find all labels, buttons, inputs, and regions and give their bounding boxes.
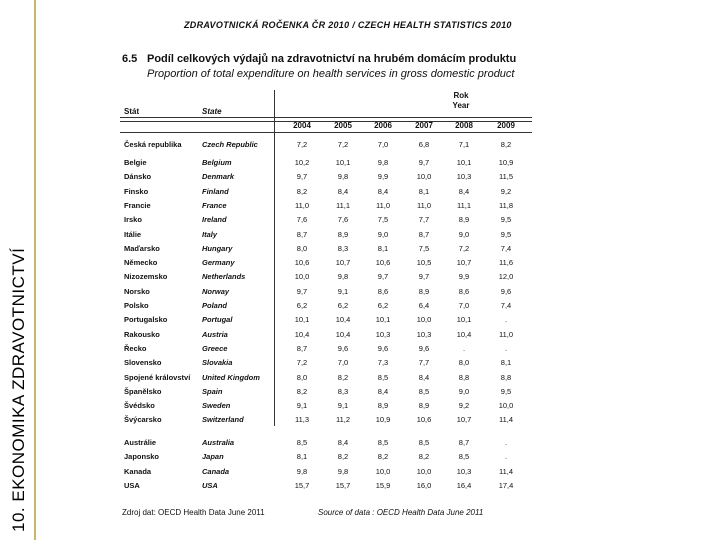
row-value-cell: 7,6	[296, 215, 308, 225]
year-column-header: 2004	[293, 121, 311, 130]
row-value-cell: 11,0	[375, 200, 391, 210]
row-state-en: Italy	[202, 229, 218, 239]
table-row	[120, 201, 532, 213]
row-value-cell: 6,4	[418, 301, 430, 310]
row-value-cell: 8,1	[500, 358, 512, 368]
row-value-cell: 8,9	[377, 401, 389, 411]
row-value-cell: 8,5	[418, 438, 430, 447]
row-value-cell: 8,2	[337, 372, 349, 382]
row-value-cell: 8,4	[458, 186, 470, 196]
row-value-cell: 10,4	[335, 315, 351, 325]
row-value-cell: 8,0	[296, 243, 308, 253]
row-state-en: Australia	[202, 438, 235, 447]
row-value-cell: 7,3	[377, 358, 389, 368]
row-state-en: Poland	[202, 301, 228, 310]
row-value-cell: 10,0	[416, 172, 432, 182]
row-value-cell: 7,0	[377, 140, 389, 149]
row-value-cell: 8,6	[458, 286, 470, 296]
row-value-cell: 7,2	[296, 140, 308, 149]
row-value-cell: 8,5	[296, 438, 308, 447]
expenditure-table	[120, 90, 532, 498]
row-value-cell: 10,4	[294, 329, 310, 339]
table-row	[120, 330, 532, 342]
row-value-cell: 7,4	[500, 301, 512, 310]
row-value-cell: 9,0	[458, 229, 470, 239]
row-value-cell: 8,4	[377, 186, 389, 196]
year-column-header: 2008	[455, 121, 473, 130]
row-value-cell: 10,5	[416, 258, 432, 268]
row-value-cell: 9,6	[500, 286, 512, 296]
row-value-cell: 8,7	[418, 229, 430, 239]
row-value-cell: 9,8	[296, 466, 308, 476]
row-value-cell: 10,9	[498, 158, 514, 167]
row-value-cell: 8,5	[377, 372, 389, 382]
row-value-cell: .	[462, 343, 466, 353]
row-state-en: Belgium	[202, 158, 232, 167]
row-value-cell: 7,0	[337, 358, 349, 368]
row-value-cell: 7,5	[418, 243, 430, 253]
row-value-cell: 8,2	[377, 452, 389, 462]
row-value-cell: 16,4	[456, 480, 472, 490]
row-state-cz: Česká republika	[124, 140, 182, 149]
row-value-cell: 9,9	[458, 272, 470, 282]
year-header-cz: Rok	[453, 91, 469, 100]
row-value-cell: 8,5	[418, 386, 430, 396]
row-state-cz: Maďarsko	[124, 243, 160, 253]
row-state-cz: Francie	[124, 200, 151, 210]
row-state-cz: Kanada	[124, 466, 152, 476]
row-value-cell: 9,7	[296, 172, 308, 182]
row-value-cell: 8,4	[377, 386, 389, 396]
row-value-cell: 10,3	[456, 466, 472, 476]
row-state-cz: Portugalsko	[124, 315, 168, 325]
row-value-cell: 10,1	[456, 315, 472, 325]
row-state-en: Norway	[202, 286, 230, 296]
row-value-cell: 8,4	[337, 186, 349, 196]
table-row	[120, 301, 532, 313]
row-value-cell: 11,0	[416, 200, 432, 210]
table-title-en: Proportion of total expenditure on health services in gross domestic product	[147, 68, 515, 80]
publication-header: ZDRAVOTNICKÁ ROČENKA ČR 2010 / CZECH HEALTH STATISTICS 2010	[184, 20, 512, 30]
table-top-rule	[120, 117, 532, 118]
row-value-cell: 11,6	[498, 258, 514, 268]
row-value-cell: .	[504, 315, 508, 325]
row-value-cell: 8,1	[296, 452, 308, 462]
row-value-cell: 7,2	[337, 140, 349, 149]
row-state-cz: Japonsko	[124, 452, 160, 462]
row-value-cell: 10,1	[294, 315, 310, 325]
row-value-cell: 9,2	[458, 401, 470, 411]
row-state-en: Germany	[202, 258, 235, 268]
row-value-cell: 9,5	[500, 229, 512, 239]
row-value-cell: 9,7	[377, 272, 389, 282]
row-state-cz: Austrálie	[124, 438, 157, 447]
row-value-cell: 11,1	[335, 200, 351, 210]
row-value-cell: 10,0	[375, 466, 391, 476]
row-state-cz: Finsko	[124, 186, 149, 196]
row-state-cz: Norsko	[124, 286, 150, 296]
row-value-cell: 8,9	[418, 286, 430, 296]
table-row	[120, 358, 532, 370]
row-value-cell: 8,2	[500, 140, 512, 149]
year-header-en: Year	[452, 101, 470, 110]
row-state-en: Denmark	[202, 172, 235, 182]
row-state-cz: Itálie	[124, 229, 142, 239]
row-value-cell: 7,7	[418, 215, 430, 225]
row-state-cz: Německo	[124, 258, 158, 268]
table-row	[120, 344, 532, 356]
row-value-cell: 11,0	[498, 329, 514, 339]
row-state-en: Portugal	[202, 315, 233, 325]
row-state-en: United Kingdom	[202, 372, 260, 382]
row-state-cz: Švédsko	[124, 401, 155, 411]
col-header-state-cz: Stát	[124, 107, 140, 116]
row-value-cell: 10,3	[375, 329, 391, 339]
table-row	[120, 438, 532, 450]
row-state-cz: Švýcarsko	[124, 415, 162, 425]
row-value-cell: 9,2	[500, 186, 512, 196]
row-value-cell: 6,2	[296, 301, 308, 310]
row-value-cell: 9,6	[377, 343, 389, 353]
slide-side-title: 10. EKONOMIKA ZDRAVOTNICTVÍ	[9, 247, 28, 532]
row-value-cell: 11,2	[335, 415, 351, 425]
row-value-cell: 7,6	[337, 215, 349, 225]
row-value-cell: 9,8	[337, 466, 349, 476]
row-value-cell: .	[504, 452, 508, 462]
row-value-cell: 6,2	[337, 301, 349, 310]
row-state-en: Austria	[202, 329, 228, 339]
row-state-en: Slovakia	[202, 358, 233, 368]
row-value-cell: 8,8	[500, 372, 512, 382]
row-state-en: France	[202, 200, 227, 210]
row-value-cell: 10,6	[416, 415, 432, 425]
row-value-cell: 17,4	[498, 480, 514, 490]
row-state-en: Switzerland	[202, 415, 244, 425]
table-years-rule	[120, 132, 532, 133]
row-value-cell: 7,2	[458, 243, 470, 253]
row-value-cell: 10,7	[335, 258, 351, 268]
row-value-cell: 9,7	[418, 272, 430, 282]
row-value-cell: 8,0	[458, 358, 470, 368]
table-row	[120, 272, 532, 284]
row-value-cell: 9,1	[337, 401, 349, 411]
row-value-cell: 11,8	[498, 200, 514, 210]
row-state-cz: Spojené království	[124, 372, 191, 382]
row-value-cell: 9,8	[377, 158, 389, 167]
row-value-cell: 10,6	[294, 258, 310, 268]
source-note-en: Source of data : OECD Health Data June 2011	[318, 508, 484, 517]
row-value-cell: 10,0	[294, 272, 310, 282]
row-value-cell: 8,9	[337, 229, 349, 239]
row-value-cell: 11,3	[294, 415, 310, 425]
table-row	[120, 315, 532, 327]
row-value-cell: 8,3	[337, 386, 349, 396]
row-value-cell: 15,7	[335, 480, 351, 490]
row-value-cell: 7,1	[458, 140, 470, 149]
row-state-cz: Řecko	[124, 343, 147, 353]
row-value-cell: 8,2	[296, 186, 308, 196]
table-row	[120, 387, 532, 399]
year-column-header: 2007	[415, 121, 433, 130]
row-state-cz: Polsko	[124, 301, 149, 310]
row-state-cz: Belgie	[124, 158, 147, 167]
row-value-cell: 7,0	[458, 301, 470, 310]
table-row	[120, 373, 532, 385]
row-value-cell: 8,1	[418, 186, 430, 196]
row-state-cz: Rakousko	[124, 329, 160, 339]
row-value-cell: 10,1	[335, 158, 351, 167]
row-state-cz: Nizozemsko	[124, 272, 168, 282]
row-value-cell: 9,1	[337, 286, 349, 296]
row-value-cell: 10,0	[416, 466, 432, 476]
row-state-en: Greece	[202, 343, 228, 353]
row-value-cell: 8,7	[458, 438, 470, 447]
table-row	[120, 158, 532, 170]
row-value-cell: 11,5	[498, 172, 514, 182]
row-state-en: Netherlands	[202, 272, 246, 282]
row-value-cell: 7,7	[418, 358, 430, 368]
table-row	[120, 401, 532, 413]
row-value-cell: 8,0	[296, 372, 308, 382]
row-value-cell: 7,5	[377, 215, 389, 225]
row-value-cell: 15,9	[375, 480, 391, 490]
row-state-en: Canada	[202, 466, 230, 476]
table-row	[120, 287, 532, 299]
row-value-cell: 11,0	[294, 200, 310, 210]
row-value-cell: 9,8	[337, 272, 349, 282]
row-value-cell: 9,5	[500, 386, 512, 396]
row-value-cell: 8,4	[337, 438, 349, 447]
row-value-cell: 8,5	[377, 438, 389, 447]
row-state-en: Hungary	[202, 243, 233, 253]
row-value-cell: 16,0	[416, 480, 432, 490]
row-value-cell: .	[504, 438, 508, 447]
row-value-cell: 15,7	[294, 480, 310, 490]
row-value-cell: 10,6	[375, 258, 391, 268]
row-value-cell: 9,8	[337, 172, 349, 182]
table-row	[120, 187, 532, 199]
row-value-cell: 7,4	[500, 243, 512, 253]
table-row	[120, 140, 532, 152]
row-value-cell: 8,9	[458, 215, 470, 225]
source-note-cz: Zdroj dat: OECD Health Data June 2011	[122, 508, 265, 517]
table-row	[120, 230, 532, 242]
row-value-cell: 8,4	[418, 372, 430, 382]
row-state-cz: Dánsko	[124, 172, 152, 182]
row-value-cell: 9,6	[418, 343, 430, 353]
year-column-header: 2006	[374, 121, 392, 130]
row-state-cz: Španělsko	[124, 386, 162, 396]
row-value-cell: 8,2	[296, 386, 308, 396]
row-value-cell: 10,4	[335, 329, 351, 339]
row-state-en: Sweden	[202, 401, 231, 411]
row-value-cell: 10,3	[456, 172, 472, 182]
row-value-cell: 10,3	[416, 329, 432, 339]
table-row	[120, 244, 532, 256]
row-value-cell: 10,2	[294, 158, 310, 167]
row-value-cell: 9,0	[458, 386, 470, 396]
row-value-cell: 10,7	[456, 415, 472, 425]
row-state-en: Ireland	[202, 215, 227, 225]
row-value-cell: 8,9	[418, 401, 430, 411]
row-value-cell: 8,3	[337, 243, 349, 253]
row-value-cell: 10,1	[375, 315, 391, 325]
row-value-cell: 10,4	[456, 329, 472, 339]
row-value-cell: 7,2	[296, 358, 308, 368]
row-value-cell: 9,7	[296, 286, 308, 296]
row-state-cz: USA	[124, 480, 140, 490]
row-value-cell: 8,2	[337, 452, 349, 462]
row-value-cell: 8,6	[377, 286, 389, 296]
row-value-cell: 10,0	[416, 315, 432, 325]
row-value-cell: .	[504, 343, 508, 353]
table-row	[120, 215, 532, 227]
row-value-cell: 11,1	[456, 200, 472, 210]
row-value-cell: 12,0	[498, 272, 514, 282]
row-state-en: USA	[202, 480, 218, 490]
col-header-state-en: State	[202, 107, 222, 116]
row-value-cell: 10,7	[456, 258, 472, 268]
row-value-cell: 6,2	[377, 301, 389, 310]
row-value-cell: 8,2	[418, 452, 430, 462]
row-state-cz: Slovensko	[124, 358, 162, 368]
row-value-cell: 10,9	[375, 415, 391, 425]
table-row	[120, 481, 532, 493]
row-value-cell: 9,5	[500, 215, 512, 225]
row-value-cell: 8,5	[458, 452, 470, 462]
row-value-cell: 11,4	[498, 466, 514, 476]
table-title-cz: Podíl celkových výdajů na zdravotnictví na hrubém domácím produktu	[147, 53, 517, 65]
table-row	[120, 172, 532, 184]
table-row	[120, 452, 532, 464]
row-state-en: Finland	[202, 186, 229, 196]
row-state-cz: Irsko	[124, 215, 142, 225]
year-column-header: 2009	[497, 121, 515, 130]
row-state-en: Czech Republic	[202, 140, 258, 149]
row-value-cell: 9,9	[377, 172, 389, 182]
row-value-cell: 8,8	[458, 372, 470, 382]
row-value-cell: 11,4	[498, 415, 514, 425]
row-value-cell: 9,1	[296, 401, 308, 411]
table-row	[120, 467, 532, 479]
row-value-cell: 10,1	[456, 158, 472, 167]
row-value-cell: 6,8	[418, 140, 430, 149]
table-row	[120, 258, 532, 270]
row-value-cell: 8,7	[296, 343, 308, 353]
row-value-cell: 10,0	[498, 401, 514, 411]
row-state-en: Spain	[202, 386, 223, 396]
row-value-cell: 9,0	[377, 229, 389, 239]
slide-sidebar	[0, 0, 36, 540]
row-value-cell: 9,7	[418, 158, 430, 167]
row-value-cell: 8,7	[296, 229, 308, 239]
table-number: 6.5	[122, 53, 138, 65]
table-row	[120, 415, 532, 427]
row-value-cell: 9,6	[337, 343, 349, 353]
year-column-header: 2005	[334, 121, 352, 130]
row-value-cell: 8,1	[377, 243, 389, 253]
row-state-en: Japan	[202, 452, 224, 462]
